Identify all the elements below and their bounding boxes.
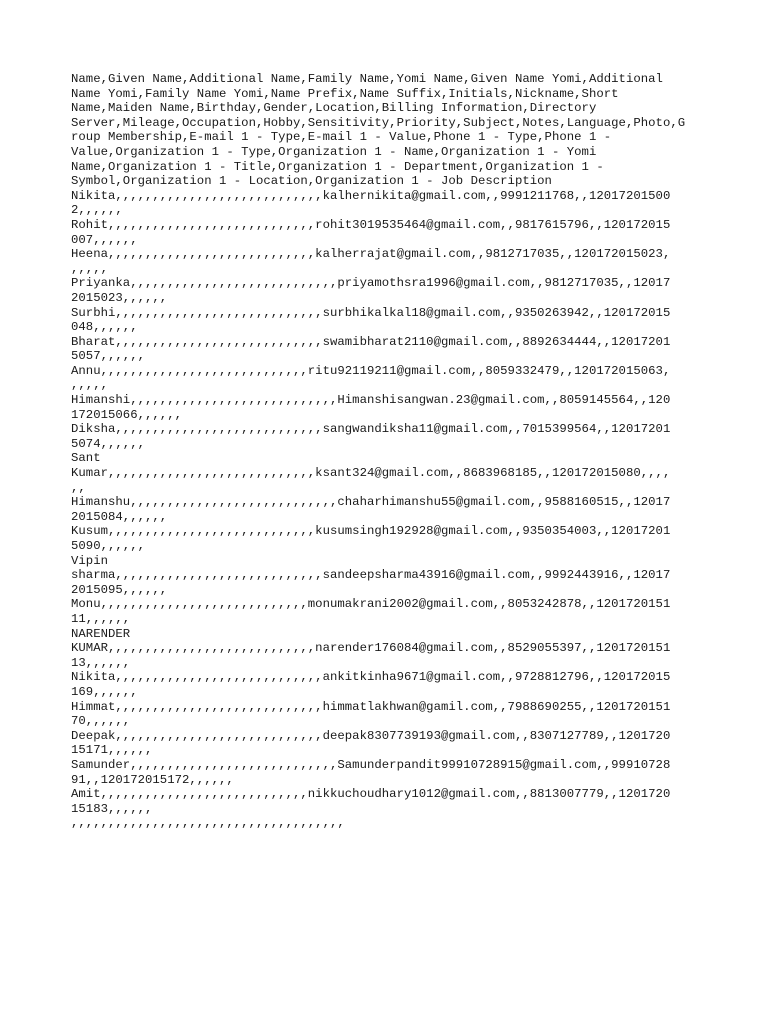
record-line: Kusum,,,,,,,,,,,,,,,,,,,,,,,,,,,,kusumsingh192928@gmail.com,,9350354003,,12017201 [71, 524, 671, 539]
csv-document [71, 72, 701, 845]
record-line: ,, [71, 480, 86, 495]
record-line: 169,,,,,, [71, 684, 138, 699]
record-line: 5057,,,,,, [71, 349, 145, 364]
record-line: Nikita,,,,,,,,,,,,,,,,,,,,,,,,,,,,kalhernikita@gmail.com,,9991211768,,12017201500 [71, 188, 671, 203]
record-line: Himmat,,,,,,,,,,,,,,,,,,,,,,,,,,,,himmatlakhwan@gamil.com,,7988690255,,1201720151 [71, 699, 671, 714]
record-line: Amit,,,,,,,,,,,,,,,,,,,,,,,,,,,,nikkuchoudhary1012@gmail.com,,8813007779,,1201720 [71, 787, 671, 802]
record-line: Heena,,,,,,,,,,,,,,,,,,,,,,,,,,,,kalherrajat@gmail.com,,9812717035,,120172015023, [71, 247, 671, 262]
record-line: 5090,,,,,, [71, 539, 145, 553]
record-line: Surbhi,,,,,,,,,,,,,,,,,,,,,,,,,,,,surbhikalkal18@gmail.com,,9350263942,,120172015 [71, 305, 671, 320]
record-line: Deepak,,,,,,,,,,,,,,,,,,,,,,,,,,,,deepak8307739193@gmail.com,,8307127789,,1201720 [71, 728, 671, 743]
record-line: NARENDER [71, 626, 131, 641]
record-line: 11,,,,,, [71, 611, 131, 626]
record-line: Diksha,,,,,,,,,,,,,,,,,,,,,,,,,,,,sangwandiksha11@gmail.com,,7015399564,,12017201 [71, 422, 671, 437]
record-line: 2015084,,,,,, [71, 509, 168, 524]
record-line: Samunder,,,,,,,,,,,,,,,,,,,,,,,,,,,,Samunderpandit99910728915@gmail.com,,99910728 [71, 757, 671, 772]
header-line: Name,Maiden Name,Birthday,Gender,Location,Billing Information,Directory [71, 101, 597, 116]
record-line: KUMAR,,,,,,,,,,,,,,,,,,,,,,,,,,,,narender176084@gmail.com,,8529055397,,1201720151 [71, 641, 671, 656]
record-line: Himanshu,,,,,,,,,,,,,,,,,,,,,,,,,,,,chaharhimanshu55@gmail.com,,9588160515,,12017 [71, 495, 671, 510]
record-line: 15183,,,,,, [71, 801, 153, 816]
record-line: Rohit,,,,,,,,,,,,,,,,,,,,,,,,,,,,rohit3019535464@gmail.com,,9817615796,,120172015 [71, 217, 671, 232]
record-line: 70,,,,,, [71, 714, 131, 729]
record-line: 2015023,,,,,, [71, 290, 168, 305]
record-line: ,,,,,,,,,,,,,,,,,,,,,,,,,,,,,,,,,,,,, [71, 816, 345, 831]
record-line: 5074,,,,,, [71, 436, 145, 451]
header-line: roup Membership,E-mail 1 - Type,E-mail 1 - Value,Phone 1 - Type,Phone 1 - [71, 130, 612, 145]
record-line: 172015066,,,,,, [71, 407, 182, 422]
record-line: Vipin [71, 553, 108, 568]
header-line: Symbol,Organization 1 - Location,Organization 1 - Job Description [71, 174, 552, 189]
record-line: 007,,,,,, [71, 232, 138, 247]
record-line: Nikita,,,,,,,,,,,,,,,,,,,,,,,,,,,,ankitkinha9671@gmail.com,,9728812796,,120172015 [71, 670, 671, 685]
header-line: Name,Organization 1 - Title,Organization 1 - Department,Organization 1 - [71, 159, 604, 174]
record-line: Himanshi,,,,,,,,,,,,,,,,,,,,,,,,,,,,Himanshisangwan.23@gmail.com,,8059145564,,120 [71, 393, 671, 408]
record-line: 2,,,,,, [71, 203, 123, 218]
record-line: sharma,,,,,,,,,,,,,,,,,,,,,,,,,,,,sandeepsharma43916@gmail.com,,9992443916,,12017 [71, 568, 671, 583]
record-line: Kumar,,,,,,,,,,,,,,,,,,,,,,,,,,,,ksant324@gmail.com,,8683968185,,120172015080,,,, [71, 466, 671, 481]
record-line: 91,,120172015172,,,,,, [71, 772, 234, 787]
record-line: ,,,,, [71, 261, 108, 276]
record-line: Annu,,,,,,,,,,,,,,,,,,,,,,,,,,,,ritu92119211@gmail.com,,8059332479,,120172015063, [71, 363, 671, 378]
record-line: Priyanka,,,,,,,,,,,,,,,,,,,,,,,,,,,,priyamothsra1996@gmail.com,,9812717035,,12017 [71, 276, 671, 291]
header-line: Name,Given Name,Additional Name,Family Name,Yomi Name,Given Name Yomi,Additional [71, 72, 663, 86]
record-line: 13,,,,,, [71, 655, 131, 670]
record-line: Sant [71, 451, 101, 466]
trailing-line [71, 831, 701, 846]
record-line: ,,,,, [71, 378, 108, 393]
header-line: Name Yomi,Family Name Yomi,Name Prefix,Name Suffix,Initials,Nickname,Short [71, 86, 619, 101]
record-line: Monu,,,,,,,,,,,,,,,,,,,,,,,,,,,,monumakrani2002@gmail.com,,8053242878,,1201720151 [71, 597, 671, 612]
header-line: Value,Organization 1 - Type,Organization 1 - Name,Organization 1 - Yomi [71, 144, 597, 159]
record-line: Bharat,,,,,,,,,,,,,,,,,,,,,,,,,,,,swamibharat2110@gmail.com,,8892634444,,12017201 [71, 334, 671, 349]
record-line: 048,,,,,, [71, 320, 138, 335]
record-line: 15171,,,,,, [71, 743, 153, 758]
header-line: Server,Mileage,Occupation,Hobby,Sensitivity,Priority,Subject,Notes,Language,Photo,G [71, 115, 686, 130]
record-line: 2015095,,,,,, [71, 582, 168, 597]
